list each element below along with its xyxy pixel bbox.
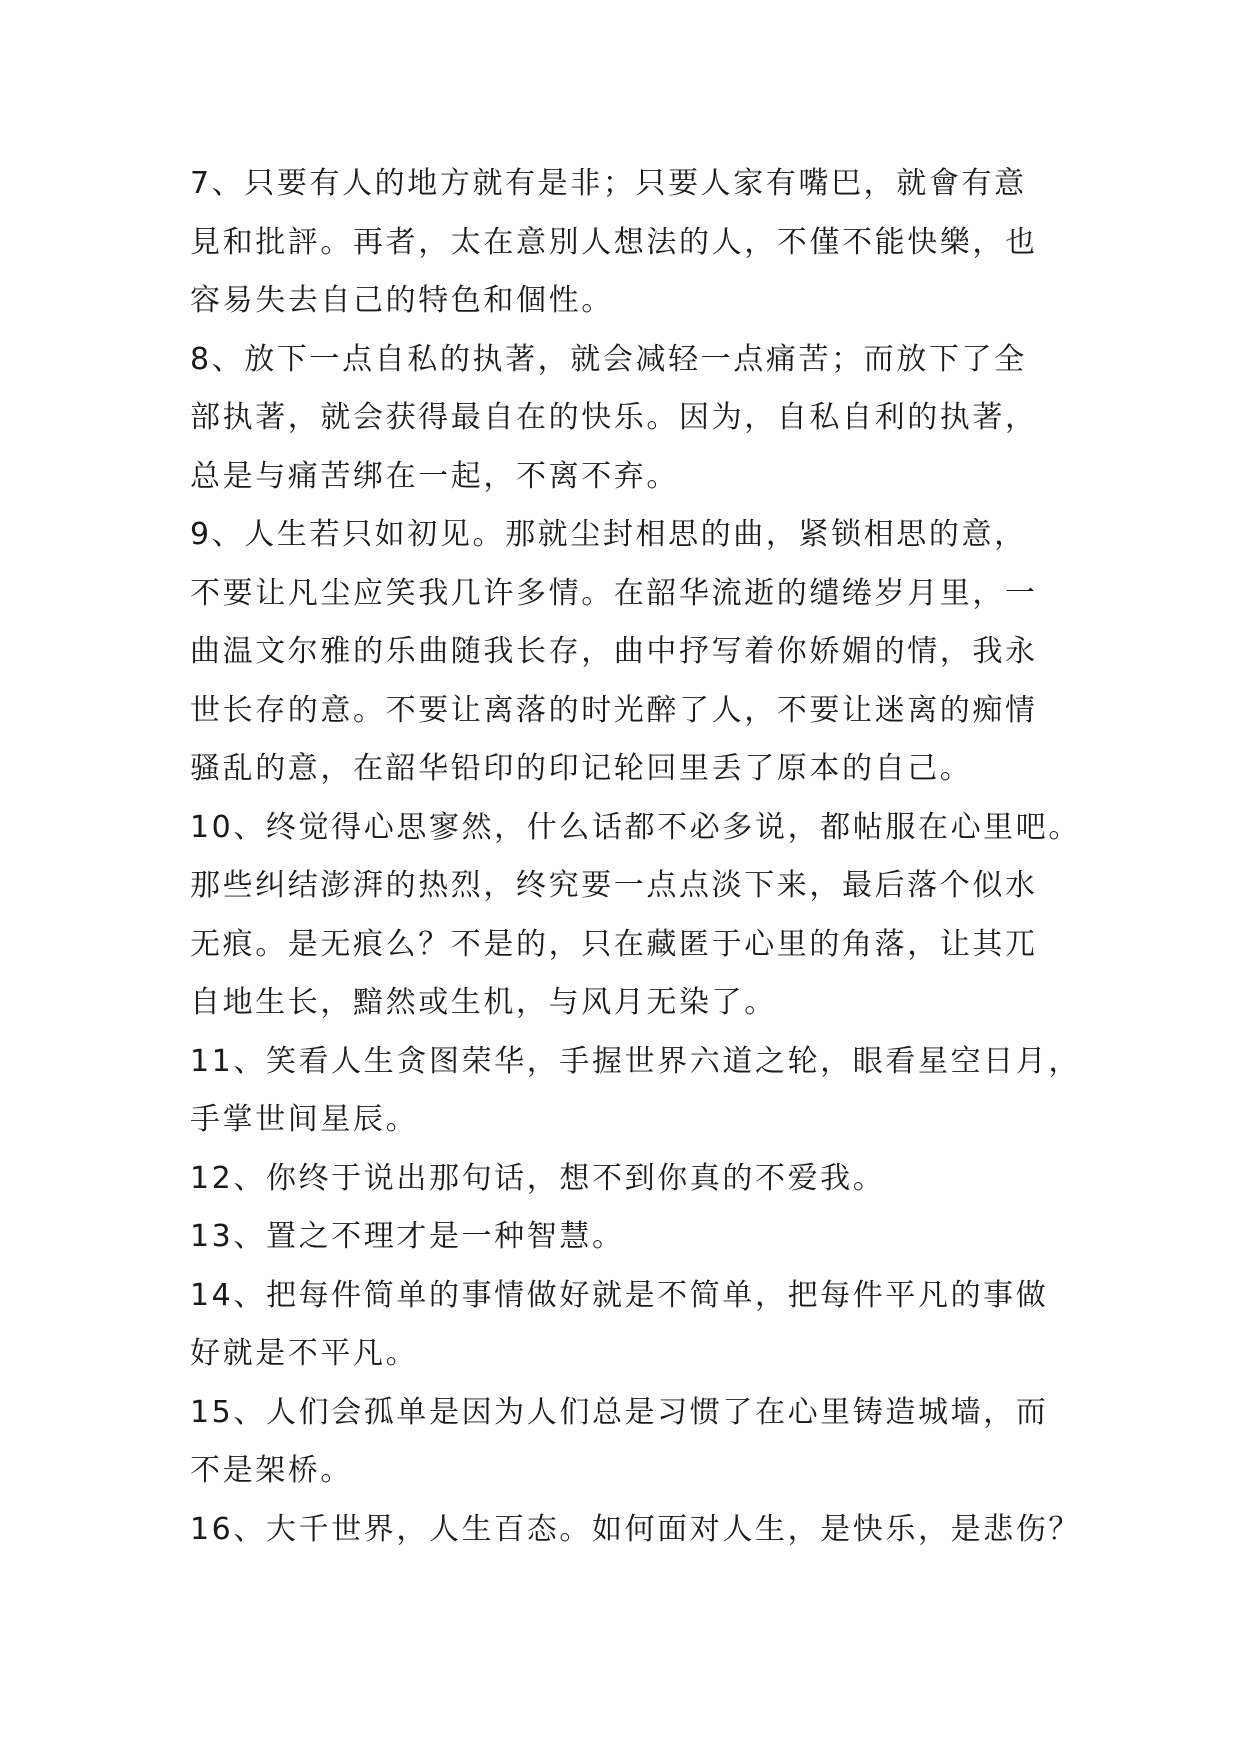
text-line: 13、置之不理才是一种智慧。 <box>190 1219 625 1254</box>
text-line: 16、大千世界，人生百态。如何面对人生，是快乐，是悲伤？ <box>190 1511 1081 1547</box>
text-line: 骚乱的意，在韶华铅印的印记轮回里丢了原本的自己。 <box>190 751 973 786</box>
paragraph-11 <box>190 1033 1081 1150</box>
text-line: 世长存的意。不要让离落的时光醉了人，不要让迷离的痴情 <box>190 692 1038 728</box>
text-line: 部执著，就会获得最自在的快乐。因为，自私自利的执著， <box>190 400 1038 435</box>
text-line: 手掌世间星辰。 <box>190 1102 419 1137</box>
document-body <box>190 155 1081 1559</box>
text-line: 7、只要有人的地方就有是非；只要人家有嘴巴，就會有意 <box>190 166 1027 201</box>
text-line: 总是与痛苦绑在一起，不离不弃。 <box>190 458 679 494</box>
text-line: 好就是不平凡。 <box>190 1336 419 1371</box>
paragraph-7 <box>190 155 1060 331</box>
text-line: 不要让凡尘应笑我几许多情。在韶华流逝的缱绻岁月里，一 <box>190 575 1038 611</box>
text-line: 那些纠结澎湃的热烈，终究要一点点淡下来，最后落个似水 <box>190 868 1038 903</box>
paragraph-12 <box>190 1150 1060 1209</box>
paragraph-15 <box>190 1384 1060 1501</box>
text-line: 无痕。是无痕么？不是的，只在藏匿于心里的角落，让其兀 <box>190 926 1038 962</box>
text-line: 10、终觉得心思寥然，什么话都不必多说，都帖服在心里吧。 <box>190 809 1081 845</box>
text-line: 9、人生若只如初见。那就尘封相思的曲，紧锁相思的意， <box>190 517 1027 552</box>
paragraph-16 <box>190 1501 1081 1560</box>
text-line: 11、笑看人生贪图荣华，手握世界六道之轮，眼看星空日月， <box>190 1043 1081 1079</box>
text-line: 不是架桥。 <box>190 1453 353 1488</box>
paragraph-13 <box>190 1208 1060 1267</box>
paragraph-10 <box>190 799 1081 1033</box>
text-line: 14、把每件简单的事情做好就是不简单，把每件平凡的事做 <box>190 1277 1049 1313</box>
text-line: 12、你终于说出那句话，想不到你真的不爱我。 <box>190 1160 886 1196</box>
text-line: 8、放下一点自私的执著，就会减轻一点痛苦；而放下了全 <box>190 341 1027 377</box>
text-line: 見和批評。再者，太在意別人想法的人，不僅不能快樂，也 <box>190 224 1038 260</box>
text-line: 曲温文尔雅的乐曲随我长存，曲中抒写着你娇媚的情，我永 <box>190 634 1038 669</box>
text-line: 自地生长，黯然或生机，与风月无染了。 <box>190 985 777 1020</box>
paragraph-8 <box>190 331 1060 507</box>
text-line: 15、人们会孤单是因为人们总是习惯了在心里铸造城墙，而 <box>190 1394 1049 1430</box>
paragraph-14 <box>190 1267 1060 1384</box>
text-line: 容易失去自己的特色和個性。 <box>190 283 614 318</box>
paragraph-9 <box>190 506 1060 799</box>
